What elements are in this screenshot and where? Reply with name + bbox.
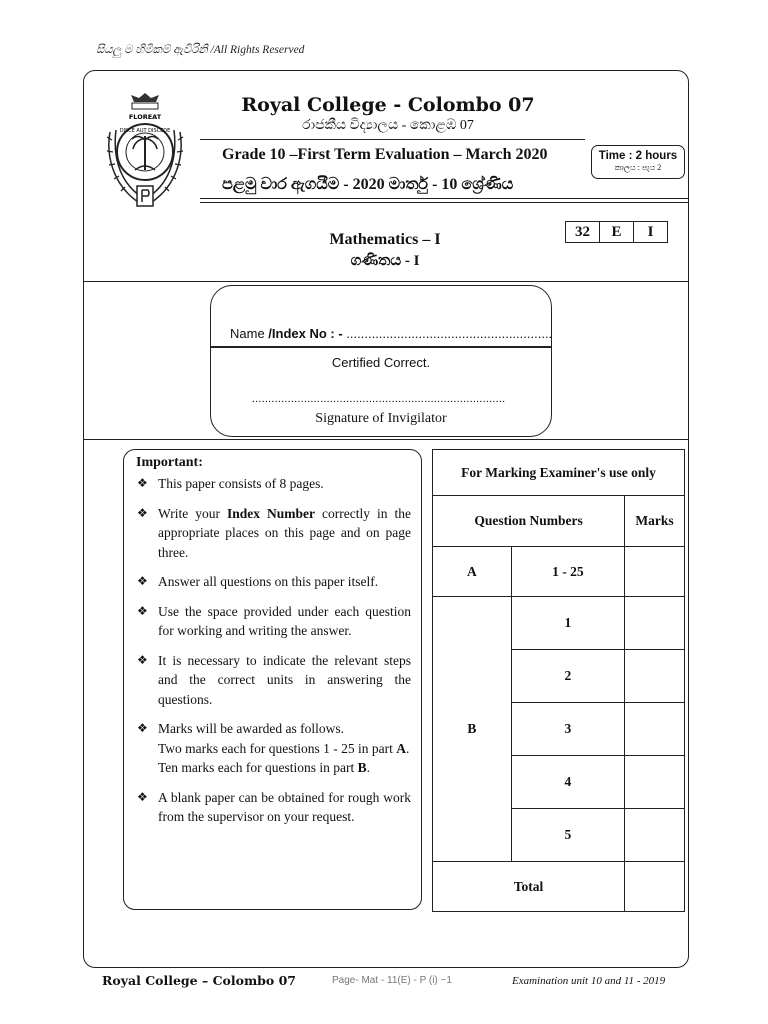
paper-code-box bbox=[565, 221, 668, 243]
instruction-item: ❖ This paper consists of 8 pages. bbox=[136, 474, 411, 494]
marks-cell[interactable] bbox=[625, 756, 685, 809]
diamond-bullet-icon: ❖ bbox=[137, 721, 148, 735]
marks-cell[interactable] bbox=[625, 650, 685, 703]
school-title: Royal College - Colombo 07 bbox=[241, 94, 535, 116]
diamond-bullet-icon: ❖ bbox=[137, 652, 148, 667]
table-row bbox=[433, 450, 685, 496]
footer-exam-unit: Examination unit 10 and 11 - 2019 bbox=[512, 975, 666, 987]
diamond-bullet-icon: ❖ bbox=[137, 603, 148, 618]
name-label: Name bbox=[230, 326, 269, 341]
name-divider bbox=[210, 346, 552, 348]
title-rule-3 bbox=[200, 202, 688, 203]
marking-table-title: For Marking Examiner's use only bbox=[433, 450, 685, 496]
question-number: 5 bbox=[511, 809, 624, 862]
title-rule-1 bbox=[200, 139, 585, 140]
instructions-list bbox=[136, 474, 411, 827]
signature-label: Signature of Invigilator bbox=[315, 411, 447, 426]
question-numbers-header: Question Numbers bbox=[433, 496, 625, 547]
footer-school: Royal College – Colombo 07 bbox=[102, 973, 296, 988]
instruction-item: ❖ Write your Index Number correctly in the appropriate places on this page and on page three. bbox=[137, 505, 412, 560]
school-title-sinhala: රාජකීය විද්‍යාලය - කොළඹ 07 bbox=[302, 118, 474, 133]
paper-code-medium: E bbox=[600, 222, 634, 242]
title-rule-2 bbox=[200, 198, 688, 199]
school-crest bbox=[104, 92, 186, 212]
table-row bbox=[433, 597, 685, 650]
candidate-divider bbox=[84, 439, 688, 440]
marks-cell[interactable] bbox=[625, 597, 685, 650]
instruction-item: ❖ It is necessary to indicate the relevant steps and the correct units in answering the questions. bbox=[137, 652, 411, 707]
part-a-range: 1 - 25 bbox=[511, 547, 624, 597]
certified-label: Certified Correct. bbox=[331, 355, 431, 370]
question-number: 3 bbox=[511, 703, 624, 756]
header-divider bbox=[84, 281, 688, 282]
marks-cell[interactable] bbox=[625, 547, 685, 597]
exam-title-sinhala: පළමු වාර ඇගයීම - 2020 මාර්තු - 10 ශ්‍රේණිය bbox=[222, 176, 514, 193]
subject-title-sinhala: ගණිතය - I bbox=[350, 253, 420, 269]
total-marks-cell[interactable] bbox=[625, 862, 685, 912]
rights-notice: සියලු ම හිමිකම් ඇවිරිනි /All Rights Reserved bbox=[96, 44, 305, 56]
instruction-item: ❖ Answer all questions on this paper itself. bbox=[136, 572, 411, 592]
name-index-field[interactable] bbox=[230, 326, 552, 341]
time-box bbox=[591, 145, 685, 179]
instructions-box bbox=[123, 449, 422, 910]
instructions-heading: Important: bbox=[136, 455, 203, 470]
subject-title: Mathematics – I bbox=[329, 231, 441, 248]
exam-title: Grade 10 –First Term Evaluation – March 2020 bbox=[222, 146, 548, 163]
time-label: Time : 2 hours bbox=[598, 150, 678, 162]
diamond-bullet-icon: ❖ bbox=[137, 789, 148, 804]
time-label-sinhala: කාලය : පැය 2 bbox=[614, 163, 662, 172]
crest-icon bbox=[104, 92, 186, 212]
question-number: 1 bbox=[511, 597, 624, 650]
diamond-bullet-icon: ❖ bbox=[137, 505, 148, 520]
instruction-item: ❖ Marks will be awarded as follows. Two marks each for questions 1 - 25 in part A. Ten marks each for questions in part B. bbox=[137, 721, 410, 775]
table-row bbox=[433, 547, 685, 597]
table-row bbox=[433, 496, 685, 547]
diamond-bullet-icon: ❖ bbox=[137, 476, 148, 490]
question-number: 4 bbox=[511, 756, 624, 809]
paper-code-number: 32 bbox=[566, 222, 600, 242]
question-number: 2 bbox=[511, 650, 624, 703]
instruction-item: ❖ A blank paper can be obtained for rough work from the supervisor on your request. bbox=[137, 789, 411, 824]
diamond-bullet-icon: ❖ bbox=[137, 574, 148, 588]
marking-table bbox=[432, 449, 685, 912]
index-label: /Index No : - bbox=[268, 326, 343, 341]
crest-ring-text: DISCE AUT DISCEDE bbox=[119, 128, 171, 134]
total-label: Total bbox=[433, 862, 625, 912]
crest-motto: FLOREAT bbox=[128, 113, 162, 121]
instruction-item: ❖ Use the space provided under each question for working and writing the answer. bbox=[137, 603, 411, 638]
marks-cell[interactable] bbox=[625, 809, 685, 862]
marks-cell[interactable] bbox=[625, 703, 685, 756]
table-row bbox=[433, 862, 685, 912]
paper-code-part: I bbox=[647, 224, 654, 240]
name-dots: ......................................................... bbox=[342, 326, 553, 341]
signature-line[interactable]: .............................................................................. bbox=[252, 393, 506, 405]
part-a-label: A bbox=[433, 547, 512, 597]
part-b-label: B bbox=[433, 597, 512, 862]
marks-header: Marks bbox=[625, 496, 685, 547]
footer-page-ref: Page- Mat - 11(E) - P (i) ~1 bbox=[332, 975, 452, 986]
